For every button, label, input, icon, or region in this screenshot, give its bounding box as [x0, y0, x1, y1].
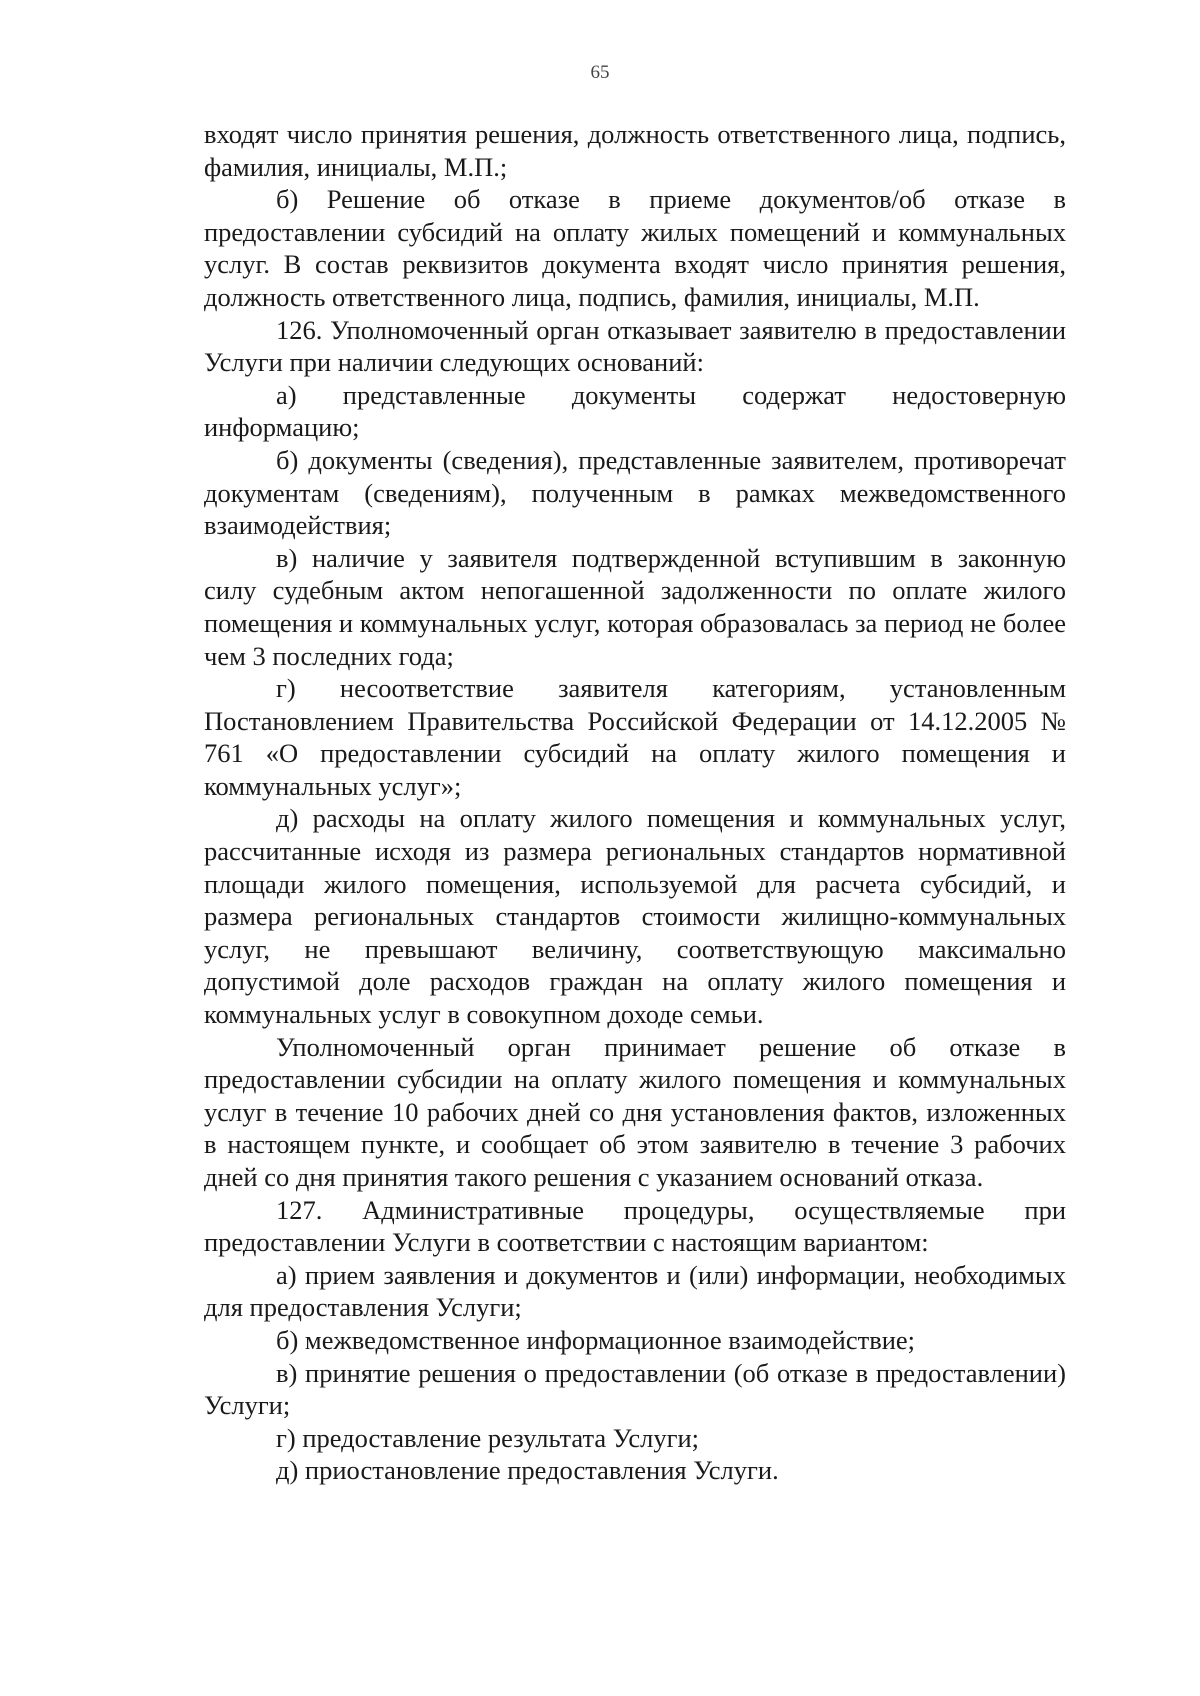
paragraph-item-126-d: д) расходы на оплату жилого помещения и коммунальных услуг, рассчитанные исходя из размера региональных стандартов нормативной площади жилого помещения, используемой для расчета субсидий, и размера региональных стандартов стоимости жилищно-коммунальных услуг, не превышают величину, соответствующую максимально допустимой доле расходов граждан на оплату жилого помещения и коммунальных услуг в совокупном доходе семьи.	[204, 803, 1066, 1030]
paragraph-item-126-v: в) наличие у заявителя подтвержденной вступившим в законную силу судебным актом непогашенной задолженности по оплате жилого помещения и коммунальных услуг, которая образовалась за период не более чем 3 последних года;	[204, 542, 1066, 671]
page-number: 65	[590, 62, 610, 83]
paragraph-item-127-b: б) межведомственное информационное взаимодействие;	[276, 1324, 916, 1355]
paragraph-item-126-a: а) представленные документы содержат недостоверную информацию;	[204, 379, 1066, 443]
document-body	[204, 118, 1066, 1487]
paragraph-refusal-terms: Уполномоченный орган принимает решение об отказе в предоставлении субсидии на оплату жилого помещения и коммунальных услуг в течение 10 рабочих дней со дня установления фактов, изложенных в настоящем пункте, и сообщает об этом заявителю в течение 3 рабочих дней со дня принятия такого решения с указанием оснований отказа.	[204, 1031, 1066, 1192]
paragraph-refusal-decision: б) Решение об отказе в приеме документов/об отказе в предоставлении субсидий на оплату жилых помещений и коммунальных услуг. В состав реквизитов документа входят число принятия решения, должность ответственного лица, подпись, фамилия, инициалы, М.П.	[204, 184, 1066, 312]
paragraph-continuation: входят число принятия решения, должность ответственного лица, подпись, фамилия, инициалы, М.П.;	[204, 119, 1066, 182]
paragraph-item-127-d: д) приостановление предоставления Услуги.	[276, 1455, 779, 1486]
paragraph-item-126: 126. Уполномоченный орган отказывает заявителю в предоставлении Услуги при наличии следующих оснований:	[204, 314, 1066, 378]
paragraph-item-127-g: г) предоставление результата Услуги;	[276, 1422, 700, 1453]
paragraph-item-127-a: а) прием заявления и документов и (или) информации, необходимых для предоставления Услуги;	[204, 1259, 1066, 1323]
paragraph-item-127-v: в) принятие решения о предоставлении (об отказе в предоставлении) Услуги;	[204, 1357, 1066, 1421]
paragraph-item-126-b: б) документы (сведения), представленные заявителем, противоречат документам (сведениям), полученным в рамках межведомственного взаимодействия;	[204, 444, 1066, 541]
paragraph-item-127: 127. Административные процедуры, осуществляемые при предоставлении Услуги в соответствии с настоящим вариантом:	[204, 1194, 1066, 1258]
paragraph-item-126-g: г) несоответствие заявителя категориям, установленным Постановлением Правительства Российской Федерации от 14.12.2005 № 761 «О предоставлении субсидий на оплату жилого помещения и коммунальных услуг»;	[204, 673, 1066, 801]
